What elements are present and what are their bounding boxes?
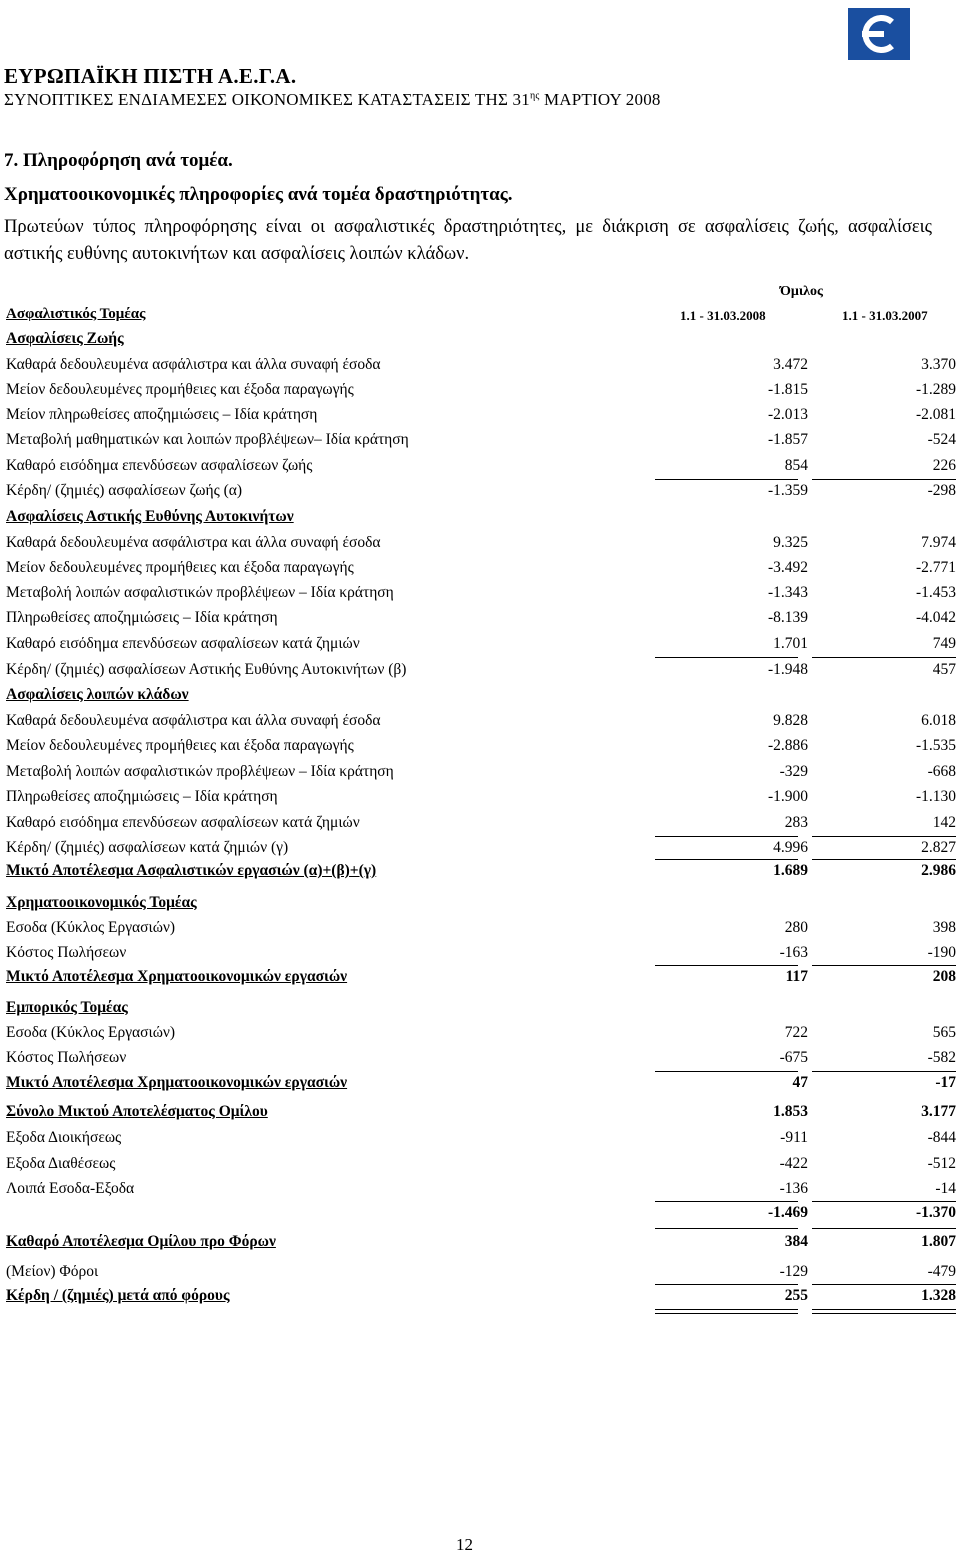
life-section-title: Ασφαλίσεις Ζωής <box>6 330 124 347</box>
financial-total-row: Μικτό Αποτέλεσμα Χρηματοοικονομικών εργασιών 117 208 <box>6 968 956 985</box>
table-row: Μείον δεδουλευμένες προμήθειες και έξοδα παραγωγής -3.492 -2.771 <box>6 559 956 576</box>
total-line <box>812 859 956 860</box>
table-row: Καθαρά δεδουλευμένα ασφάλιστρα και άλλα συναφή έσοδα 9.828 6.018 <box>6 712 956 729</box>
total-line <box>655 1228 798 1229</box>
table-row: Εξοδα Διαθέσεως -422 -512 <box>6 1155 956 1172</box>
table-row: Λοιπά Εσοδα-Εξοδα -136 -14 <box>6 1180 956 1197</box>
total-line <box>655 1071 798 1072</box>
sector-header: Ασφαλιστικός Τομέας <box>6 306 146 322</box>
table-row: Εσοδα (Κύκλος Εργασιών) 280 398 <box>6 919 956 936</box>
table-row: Μεταβολή λοιπών ασφαλιστικών προβλέψεων – Ιδία κράτηση -329 -668 <box>6 763 956 780</box>
subtotal-line <box>812 836 956 837</box>
table-row: Εξοδα Διοικήσεως -911 -844 <box>6 1129 956 1146</box>
expenses-total-row: -1.469 -1.370 <box>767 1204 956 1221</box>
table-row: Μείον δεδουλευμένες προμήθειες και έξοδα παραγωγής -2.886 -1.535 <box>6 737 956 754</box>
group-total-row: Σύνολο Μικτού Αποτελέσματος Ομίλου 1.853 3.177 <box>6 1103 956 1120</box>
group-header: Όμιλος <box>780 284 823 299</box>
total-line <box>655 859 798 860</box>
double-line <box>655 1313 798 1314</box>
double-line <box>655 1309 798 1310</box>
table-row: Πληρωθείσες αποζημιώσεις – Ιδία κράτηση -1.900 -1.130 <box>6 788 956 805</box>
table-row: Καθαρό εισόδημα επενδύσεων ασφαλίσεων κατά ζημιών 1.701 749 <box>6 635 956 652</box>
net-result-row: Κέρδη / (ζημιές) μετά από φόρους 255 1.328 <box>6 1287 956 1304</box>
subtotal-line <box>655 836 798 837</box>
total-line <box>655 1284 798 1285</box>
motor-section-title: Ασφαλίσεις Αστικής Ευθύνης Αυτοκινήτων <box>6 508 294 525</box>
table-row: Κόστος Πωλήσεων -675 -582 <box>6 1049 956 1066</box>
commercial-total-row: Μικτό Αποτέλεσμα Χρηματοοικονομικών εργασιών 47 -17 <box>6 1074 956 1091</box>
double-line <box>812 1309 956 1310</box>
pretax-row: Καθαρό Αποτέλεσμα Ομίλου προ Φόρων 384 1.807 <box>6 1233 956 1250</box>
insurance-total-row: Μικτό Αποτέλεσμα Ασφαλιστικών εργασιών (α)+(β)+(γ) 1.689 2.986 <box>6 862 956 879</box>
total-line <box>655 965 798 966</box>
subtotal-line <box>655 657 798 658</box>
total-line <box>812 965 956 966</box>
table-row: Καθαρό εισόδημα επενδύσεων ασφαλίσεων ζωής 854 226 <box>6 457 956 474</box>
table-row: Μείον πληρωθείσες αποζημιώσεις – Ιδία κράτηση -2.013 -2.081 <box>6 406 956 423</box>
subtotal-line <box>655 479 798 480</box>
financial-section-title: Χρηματοοικονομικός Τομέας <box>6 894 197 911</box>
intro-paragraph: Πρωτεύων τύπος πληροφόρησης είναι οι ασφαλιστικές δραστηριότητες, με διάκριση σε ασφαλίσεις ζωής, ασφαλίσεις αστικής ευθύνης αυτοκινήτων και ασφαλίσεις λοιπών κλάδων. <box>4 217 932 264</box>
subtotal-line <box>812 1201 956 1202</box>
other-section-title: Ασφαλίσεις λοιπών κλάδων <box>6 686 189 703</box>
subtotal-line <box>812 479 956 480</box>
table-row: Κόστος Πωλήσεων -163 -190 <box>6 944 956 961</box>
table-row: Εσοδα (Κύκλος Εργασιών) 722 565 <box>6 1024 956 1041</box>
page-number: 12 <box>456 1535 473 1554</box>
table-row: Μεταβολή λοιπών ασφαλιστικών προβλέψεων – Ιδία κράτηση -1.343 -1.453 <box>6 584 956 601</box>
subtotal-line <box>655 1201 798 1202</box>
table-row: Μείον δεδουλευμένες προμήθειες και έξοδα παραγωγής -1.815 -1.289 <box>6 381 956 398</box>
table-row: Κέρδη/ (ζημιές) ασφαλίσεων Αστικής Ευθύνης Αυτοκινήτων (β) -1.948 457 <box>6 661 956 678</box>
section-subtitle: Χρηματοοικονομικές πληροφορίες ανά τομέα δραστηριότητας. <box>4 184 513 205</box>
total-line <box>812 1228 956 1229</box>
column-header-2007: 1.1 - 31.03.2007 <box>842 308 928 323</box>
table-row: Μεταβολή μαθηματικών και λοιπών προβλέψεων– Ιδία κράτηση -1.857 -524 <box>6 431 956 448</box>
table-row: Κέρδη/ (ζημιές) ασφαλίσεων κατά ζημιών (γ) 4.996 2.827 <box>6 839 956 856</box>
table-row: Καθαρά δεδουλευμένα ασφάλιστρα και άλλα συναφή έσοδα 3.472 3.370 <box>6 356 956 373</box>
section-title: 7. Πληροφόρηση ανά τομέα. <box>4 150 233 171</box>
table-row: Καθαρό εισόδημα επενδύσεων ασφαλίσεων κατά ζημιών 283 142 <box>6 814 956 831</box>
total-line <box>812 1071 956 1072</box>
table-row: Καθαρά δεδουλευμένα ασφάλιστρα και άλλα συναφή έσοδα 9.325 7.974 <box>6 534 956 551</box>
table-row: Πληρωθείσες αποζημιώσεις – Ιδία κράτηση -8.139 -4.042 <box>6 609 956 626</box>
company-name: ΕΥΡΩΠΑΪΚΗ ΠΙΣΤΗ Α.Ε.Γ.Α. <box>4 64 297 88</box>
commercial-section-title: Εμπορικός Τομέας <box>6 999 128 1016</box>
table-row: Κέρδη/ (ζημιές) ασφαλίσεων ζωής (α) -1.359 -298 <box>6 482 956 499</box>
company-logo-icon <box>848 8 910 60</box>
double-line <box>812 1313 956 1314</box>
total-line <box>812 1284 956 1285</box>
report-subtitle: ΣΥΝΟΠΤΙΚΕΣ ΕΝΔΙΑΜΕΣΕΣ ΟΙΚΟΝΟΜΙΚΕΣ ΚΑΤΑΣΤΑΣΕΙΣ ΤΗΣ $31^{\eta\varsigma}$ ΜΑΡΤΙΟΥ 2008 <box>4 90 661 109</box>
column-header-2008: 1.1 - 31.03.2008 <box>680 308 766 323</box>
subtotal-line <box>812 657 956 658</box>
tax-row: (Μείον) Φόροι -129 -479 <box>6 1263 956 1280</box>
